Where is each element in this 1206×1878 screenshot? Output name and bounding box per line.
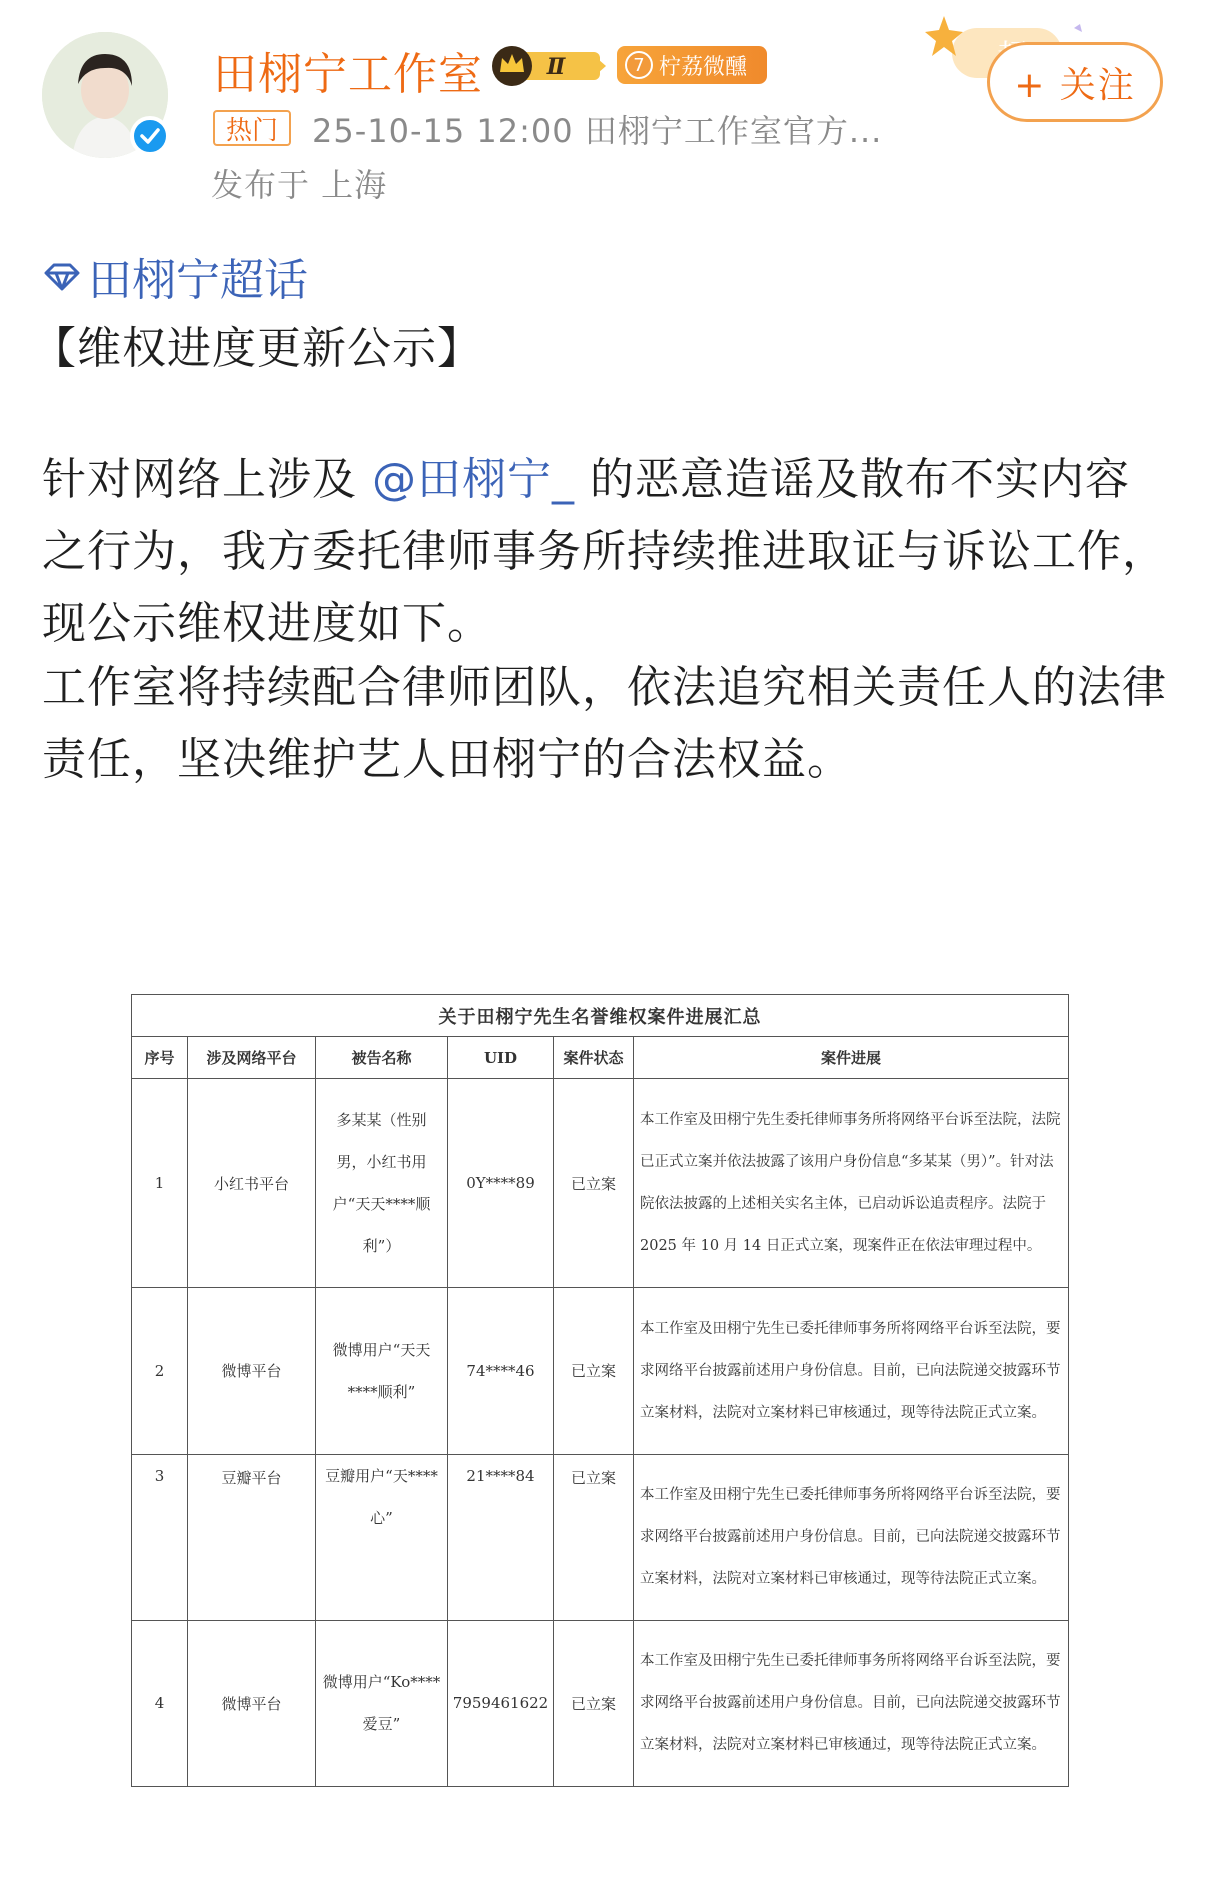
cell-uid: 0Y****89 <box>448 1079 554 1288</box>
cell-no: 2 <box>132 1288 188 1454</box>
cell-progress: 本工作室及田栩宁先生已委托律师事务所将网络平台诉至法院，要求网络平台披露前述用户身份信息。目前，已向法院递交披露环节立案材料，法院对立案材料已审核通过，现等待法院正式立案。 <box>634 1454 1069 1620</box>
cell-status: 已立案 <box>554 1079 634 1288</box>
cell-platform: 微博平台 <box>188 1620 316 1786</box>
cell-defendant: 多某某（性别男，小红书用户“天天****顺利”） <box>316 1079 448 1288</box>
table-row <box>132 1620 1069 1786</box>
cell-no: 1 <box>132 1079 188 1288</box>
table-header: 案件状态 <box>554 1037 634 1079</box>
post-location: 发布于 上海 <box>211 166 388 204</box>
cell-progress: 本工作室及田栩宁先生已委托律师事务所将网络平台诉至法院，要求网络平台披露前述用户身份信息。目前，已向法院递交披露环节立案材料，法院对立案材料已审核通过，现等待法院正式立案。 <box>634 1620 1069 1786</box>
hot-tag: 热门 <box>213 110 291 146</box>
post-meta: 25-10-15 12:00 田栩宁工作室官方... <box>312 112 883 150</box>
cell-uid: 7959461622 <box>448 1620 554 1786</box>
cell-uid: 21****84 <box>448 1454 554 1620</box>
cell-platform: 小红书平台 <box>188 1079 316 1288</box>
post-paragraph-2: 工作室将持续配合律师团队，依法追究相关责任人的法律责任，坚决维护艺人田栩宁的合法权益。 <box>42 662 1167 785</box>
table-header: 案件进展 <box>634 1037 1069 1079</box>
cell-progress: 本工作室及田栩宁先生委托律师事务所将网络平台诉至法院，法院已正式立案并依法披露了该用户身份信息“多某某（男）”。针对法院依法披露的上述相关实名主体，已启动诉讼追责程序。法院于 2025 年 10 月 14 日正式立案，现案件正在依法审理过程中。 <box>634 1079 1069 1288</box>
cell-platform: 微博平台 <box>188 1288 316 1454</box>
cell-defendant: 微博用户“Ko****爱豆” <box>316 1620 448 1786</box>
table-header: 被告名称 <box>316 1037 448 1079</box>
cell-platform: 豆瓣平台 <box>188 1454 316 1620</box>
para1-text-before: 针对网络上涉及 <box>42 454 372 505</box>
table-header: UID <box>448 1037 554 1079</box>
cell-no: 3 <box>132 1454 188 1620</box>
fan-badge[interactable] <box>617 46 767 84</box>
para1-text-after: 的恶意造谣及散布不实内容之行为，我方委托律师事务所持续推进取证与诉讼工作，现公示维权进度如下。 <box>42 454 1167 649</box>
diamond-icon <box>42 251 82 302</box>
table-header: 序号 <box>132 1037 188 1079</box>
table-row <box>132 1454 1069 1620</box>
crown-badge-icon[interactable] <box>490 44 608 86</box>
post-title: 【维权进度更新公示】 <box>32 323 482 374</box>
mention-link[interactable]: @田栩宁_ <box>372 454 575 505</box>
cell-defendant: 微博用户“天天****顺利” <box>316 1288 448 1454</box>
cell-defendant: 豆瓣用户“天****心” <box>316 1454 448 1620</box>
follow-button[interactable]: + 关注 <box>987 42 1163 122</box>
table-caption: 关于田栩宁先生名誉维权案件进展汇总 <box>132 995 1069 1037</box>
super-topic-label: 田栩宁超话 <box>88 255 308 306</box>
cell-status: 已立案 <box>554 1620 634 1786</box>
account-name[interactable]: 田栩宁工作室 <box>213 49 483 100</box>
table-header: 涉及网络平台 <box>188 1037 316 1079</box>
super-topic-link[interactable] <box>42 244 308 308</box>
fan-badge-level: 7 <box>625 51 653 79</box>
fan-badge-label: 柠荔微醺 <box>659 54 748 80</box>
table-row <box>132 1288 1069 1454</box>
avatar[interactable] <box>42 32 168 158</box>
crown-badge-level: Ⅱ <box>546 54 566 80</box>
cell-status: 已立案 <box>554 1288 634 1454</box>
post-paragraph-1 <box>42 444 1172 660</box>
verified-icon <box>130 116 170 156</box>
cell-status: 已立案 <box>554 1454 634 1620</box>
cell-progress: 本工作室及田栩宁先生已委托律师事务所将网络平台诉至法院，要求网络平台披露前述用户身份信息。目前，已向法院递交披露环节立案材料，法院对立案材料已审核通过，现等待法院正式立案。 <box>634 1288 1069 1454</box>
table-row <box>132 1079 1069 1288</box>
case-progress-table-image[interactable] <box>131 994 1068 1787</box>
cell-uid: 74****46 <box>448 1288 554 1454</box>
cell-no: 4 <box>132 1620 188 1786</box>
